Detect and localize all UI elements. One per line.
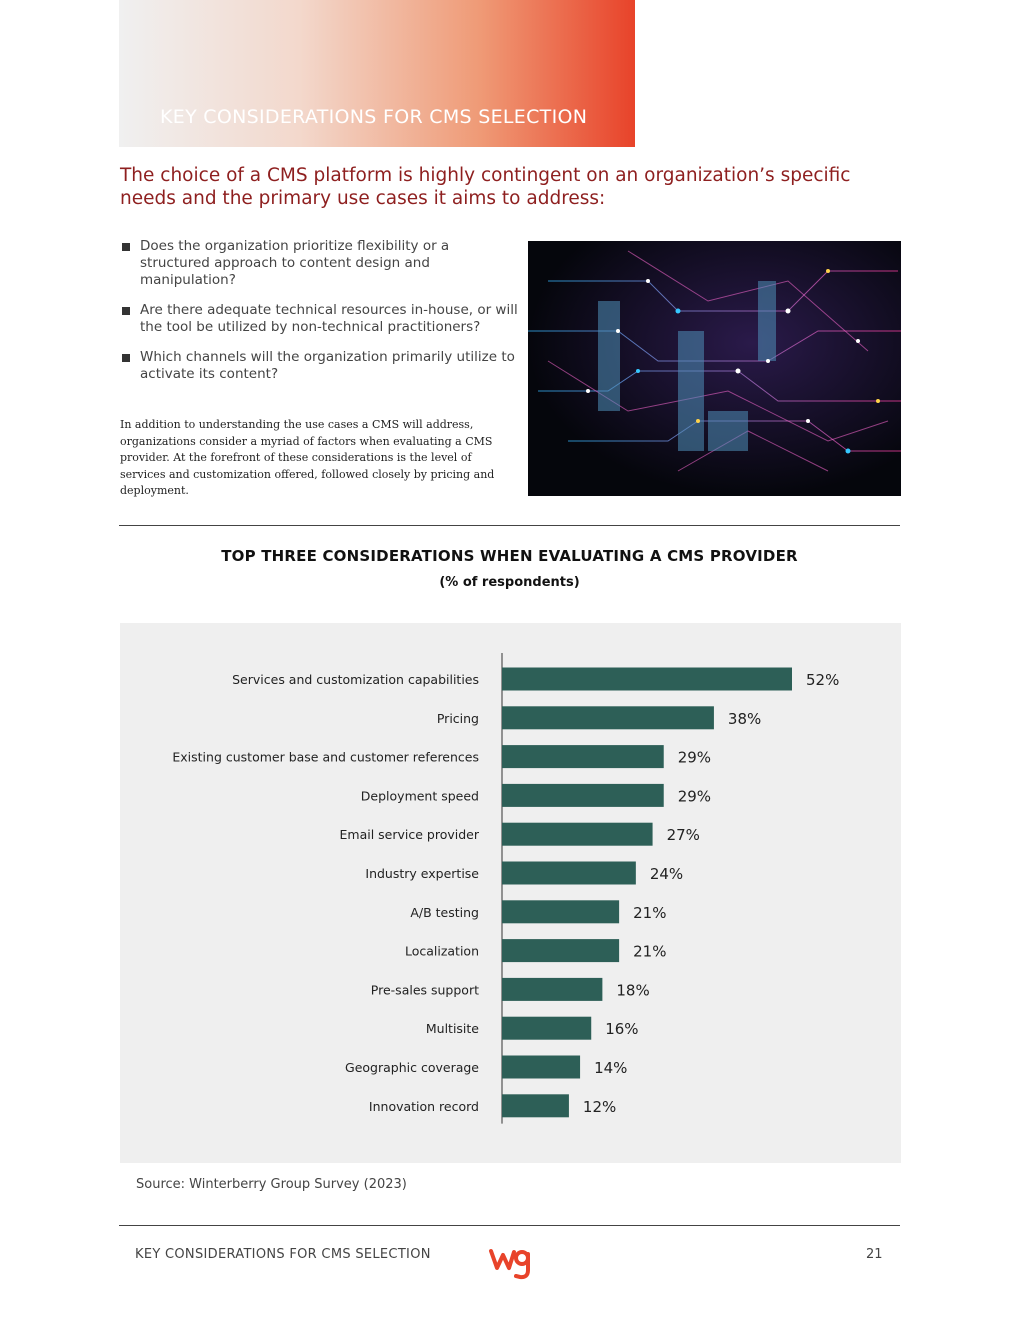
data-label: 21% — [633, 903, 667, 922]
bar — [502, 1094, 569, 1117]
category-label: Existing customer base and customer references — [172, 749, 479, 765]
bar-chart — [120, 623, 901, 1163]
category-label: Pre-sales support — [370, 982, 479, 998]
footer-title: KEY CONSIDERATIONS FOR CMS SELECTION — [135, 1247, 431, 1262]
chart-title: TOP THREE CONSIDERATIONS WHEN EVALUATING A CMS PROVIDER — [221, 547, 798, 565]
category-label: A/B testing — [410, 904, 479, 920]
chart-subtitle: (% of respondents) — [439, 575, 580, 590]
bullet-list — [120, 238, 520, 396]
category-label: Innovation record — [368, 1098, 479, 1114]
bullet-item: Which channels will the organization primarily utilize to activate its content? — [120, 349, 520, 383]
bullet-item: Are there adequate technical resources in-house, or will the tool be utilized by non-technical practitioners? — [120, 302, 520, 336]
data-label: 29% — [677, 787, 712, 806]
category-label: Geographic coverage — [345, 1060, 479, 1075]
category-label: Services and customization capabilities — [232, 672, 479, 687]
category-label: Industry expertise — [365, 866, 479, 881]
data-label: 16% — [605, 1020, 639, 1039]
bar — [502, 706, 714, 729]
category-label: Pricing — [436, 710, 479, 726]
data-label: 29% — [677, 748, 712, 767]
page-number: 21 — [866, 1247, 883, 1262]
data-label: 24% — [649, 865, 684, 883]
data-label: 14% — [594, 1059, 628, 1077]
category-label: Email service provider — [339, 827, 479, 843]
banner-title: KEY CONSIDERATIONS FOR CMS SELECTION — [160, 106, 588, 128]
bar — [502, 900, 619, 923]
data-label: 38% — [727, 709, 762, 728]
data-label: 21% — [633, 942, 667, 961]
bullet-item: Does the organization prioritize flexibility or a structured approach to content design and manipulation? — [120, 238, 520, 289]
category-label: Localization — [404, 943, 479, 959]
data-label: 52% — [806, 671, 840, 689]
data-label: 18% — [616, 981, 650, 1000]
bar — [502, 939, 619, 962]
circuit-illustration — [528, 241, 901, 496]
body-paragraph: In addition to understanding the use cases a CMS will address, organizations consider a myriad of factors when evaluating a CMS provider. At the forefront of these considerations is the level of services and customization offered, followed closely by pricing and deployment. — [120, 418, 495, 498]
bar — [502, 823, 653, 846]
data-label: 12% — [582, 1097, 617, 1116]
data-label: 27% — [666, 826, 700, 845]
intro-heading: The choice of a CMS platform is highly contingent on an organization’s specific needs and the primary use cases it aims to address: — [120, 165, 851, 209]
chart-panel — [120, 623, 901, 1163]
bar — [502, 1017, 591, 1040]
category-label: Deployment speed — [360, 788, 479, 804]
bar — [502, 745, 664, 768]
bar — [502, 978, 602, 1001]
bar — [502, 784, 664, 807]
bar — [502, 1056, 580, 1079]
bar — [502, 862, 636, 885]
header-banner — [119, 0, 635, 147]
source-note: Source: Winterberry Group Survey (2023) — [136, 1177, 407, 1192]
wg-logo — [488, 1246, 532, 1280]
footer-divider — [119, 1225, 900, 1226]
category-label: Multisite — [425, 1021, 479, 1037]
bar — [502, 668, 792, 691]
section-divider — [119, 525, 900, 526]
